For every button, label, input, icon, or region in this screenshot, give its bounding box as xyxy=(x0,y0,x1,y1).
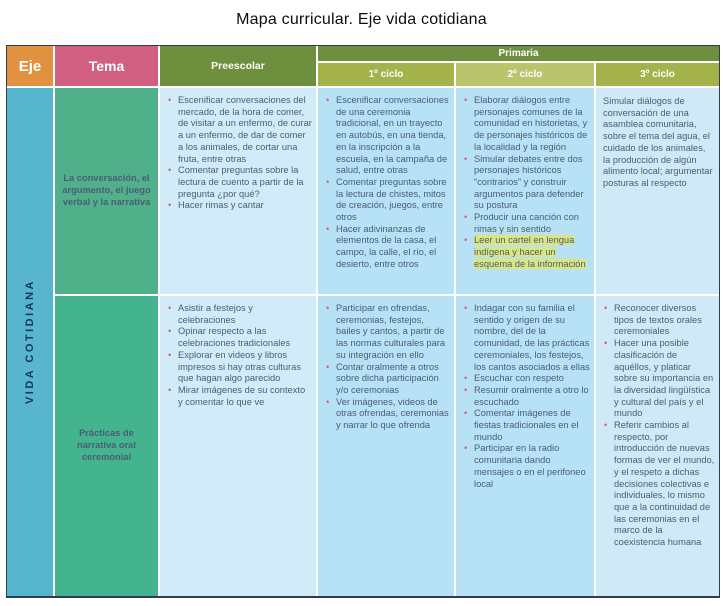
header-primaria-group xyxy=(318,46,719,86)
bullet-text: Elaborar diálogos entre personajes comunes de la comunidad en historietas, y de personajes históricos de la localidad y la región xyxy=(474,95,588,152)
ciclo3-cell-row1: Simular diálogos de conversación de una asamblea comunitaria, sobre el tema del agua, el cuidado de los animales, la producción de algún alimento local; argumentar posturas al respecto xyxy=(596,88,719,294)
header-primaria: Primaria xyxy=(318,46,719,61)
bullet-item xyxy=(461,385,590,408)
header-ciclo-row xyxy=(318,63,719,86)
highlighted-bullet-text: Leer un cartel en lengua indígena y hacer un esquema de la información xyxy=(474,235,586,269)
bullet-text: Indagar con su familia el sentido y origen de su nombre, del de la comunidad, de las prácticas ceremoniales, los festejos, los cantos asociados a ellas xyxy=(474,303,590,372)
tema-cell-row1: La conversación, el argumento, el juego verbal y la narrativa xyxy=(55,88,158,294)
bullet-text: Escenificar conversaciones de una ceremonia tradicional, en un trayecto en autobús, en una tienda, en la inscripción a la escuela, en la campaña de salud, entre otras xyxy=(336,95,449,176)
bullet-item xyxy=(461,154,590,213)
bullet-item xyxy=(165,95,312,165)
bullet-item xyxy=(461,95,590,154)
bullet-text: Escenificar conversaciones del mercado, de la hora de comer, de visitar a un enfermo, de curar a un enfermo, de dar de comer a los animales, de cortar una fruta, entre otras xyxy=(178,95,312,164)
bullet-text: Hacer una posible clasificación de aquéllos, y platicar sobre su importancia en la diversidad lingüística y cultural del país y el mundo xyxy=(614,338,714,419)
bullet-text: Resumir oralmente a otro lo escuchado xyxy=(474,384,589,407)
eje-vertical-label: VIDA COTIDIANA xyxy=(24,279,36,405)
bullet-text: Hacer adivinanzas de elementos de la casa, el campo, la calle, el río, el desierto, entre otros xyxy=(336,223,437,269)
header-ciclo-3: 3º ciclo xyxy=(596,63,719,86)
ciclo2-cell-row2 xyxy=(456,296,594,596)
bullet-text: Hacer rimas y cantar xyxy=(178,200,264,211)
bullet-text: Ver imágenes, videos de otras ofrendas, ceremonias y narrar lo que ofrenda xyxy=(336,396,449,431)
bullet-text: Comentar imágenes de fiestas tradicionales en el mundo xyxy=(474,408,579,442)
bullet-item xyxy=(165,385,312,408)
bullet-list xyxy=(165,95,312,212)
bullet-item xyxy=(601,303,715,338)
bullet-item xyxy=(323,303,450,362)
header-ciclo-2: 2º ciclo xyxy=(456,63,594,86)
bullet-item xyxy=(323,397,450,432)
bullet-list xyxy=(323,303,450,432)
bullet-text: Producir una canción con rimas y sin sentido xyxy=(474,212,579,234)
header-tema: Tema xyxy=(55,46,158,86)
bullet-text: Comentar preguntas sobre la lectura de chistes, mitos de creación, juegos, entre otros xyxy=(336,176,447,223)
header-ciclo-1: 1º ciclo xyxy=(318,63,454,86)
bullet-item xyxy=(323,224,450,271)
bullet-text: Participar en la radio comunitaria dando mensajes o en el perifoneo local xyxy=(474,443,586,489)
preescolar-cell-row1 xyxy=(160,88,316,294)
eje-column-cell xyxy=(7,88,53,596)
tema-cell-row2: Prácticas de narrativa oral ceremonial xyxy=(55,296,158,596)
ciclo1-cell-row2 xyxy=(318,296,454,596)
bullet-item xyxy=(165,200,312,212)
bullet-item xyxy=(461,408,590,443)
bullet-item xyxy=(461,235,590,270)
header-eje: Eje xyxy=(7,46,53,86)
bullet-item xyxy=(323,362,450,397)
bullet-item xyxy=(601,420,715,549)
bullet-text: Escuchar con respeto xyxy=(474,373,564,384)
bullet-list xyxy=(165,303,312,408)
bullet-text: Asistir a festejos y celebraciones xyxy=(178,303,253,325)
bullet-item xyxy=(461,303,590,373)
preescolar-cell-row2 xyxy=(160,296,316,596)
bullet-item xyxy=(165,303,312,326)
page-title: Mapa curricular. Eje vida cotidiana xyxy=(236,11,487,28)
bullet-text: Opinar respecto a las celebraciones tradicionales xyxy=(178,326,291,349)
bullet-text: Referir cambios al respecto, por introducción de nuevas formas de ver el mundo, y el respeto a dichas decisiones colectivas e individuales, lo mismo que a la continuidad de las ceremonias en el marco de la coexistencia humana xyxy=(614,420,715,548)
bullet-item xyxy=(323,177,450,224)
bullet-text: Contar oralmente a otros sobre dicha participación y/o ceremonias xyxy=(336,361,439,395)
ciclo1-cell-row1 xyxy=(318,88,454,294)
bullet-list xyxy=(461,95,590,271)
bullet-item xyxy=(461,443,590,490)
bullet-text: Comentar preguntas sobre la lectura de cuento a partir de la pregunta ¿por qué? xyxy=(178,165,304,199)
bullet-item xyxy=(165,165,312,200)
bullet-item xyxy=(165,350,312,385)
bullet-item xyxy=(323,95,450,177)
bullet-text: Simular debates entre dos personajes históricos “contrarios” y construir argumentos para defender su postura xyxy=(474,153,584,211)
bullet-list xyxy=(461,303,590,490)
bullet-item xyxy=(165,326,312,349)
bullet-item xyxy=(601,338,715,420)
bullet-text: Mirar imágenes de su contexto y comentar lo que ve xyxy=(178,384,306,407)
header-preescolar: Preescolar xyxy=(160,46,316,86)
ciclo2-cell-row1 xyxy=(456,88,594,294)
bullet-item xyxy=(461,212,590,235)
curriculum-table xyxy=(6,45,720,598)
bullet-item xyxy=(461,373,590,385)
bullet-text: Reconocer diversos tipos de textos orales ceremoniales xyxy=(614,303,702,337)
bullet-list xyxy=(601,303,715,549)
bullet-text: Participar en ofrendas, ceremonias, festejos, bailes y cantos, a partir de las normas culturales para su integración en ello xyxy=(336,303,446,360)
bullet-list xyxy=(323,95,450,271)
ciclo3-cell-row2 xyxy=(596,296,719,596)
bullet-text: Explorar en videos y libros impresos si hay otras culturas que hagan algo parecido xyxy=(178,349,301,384)
